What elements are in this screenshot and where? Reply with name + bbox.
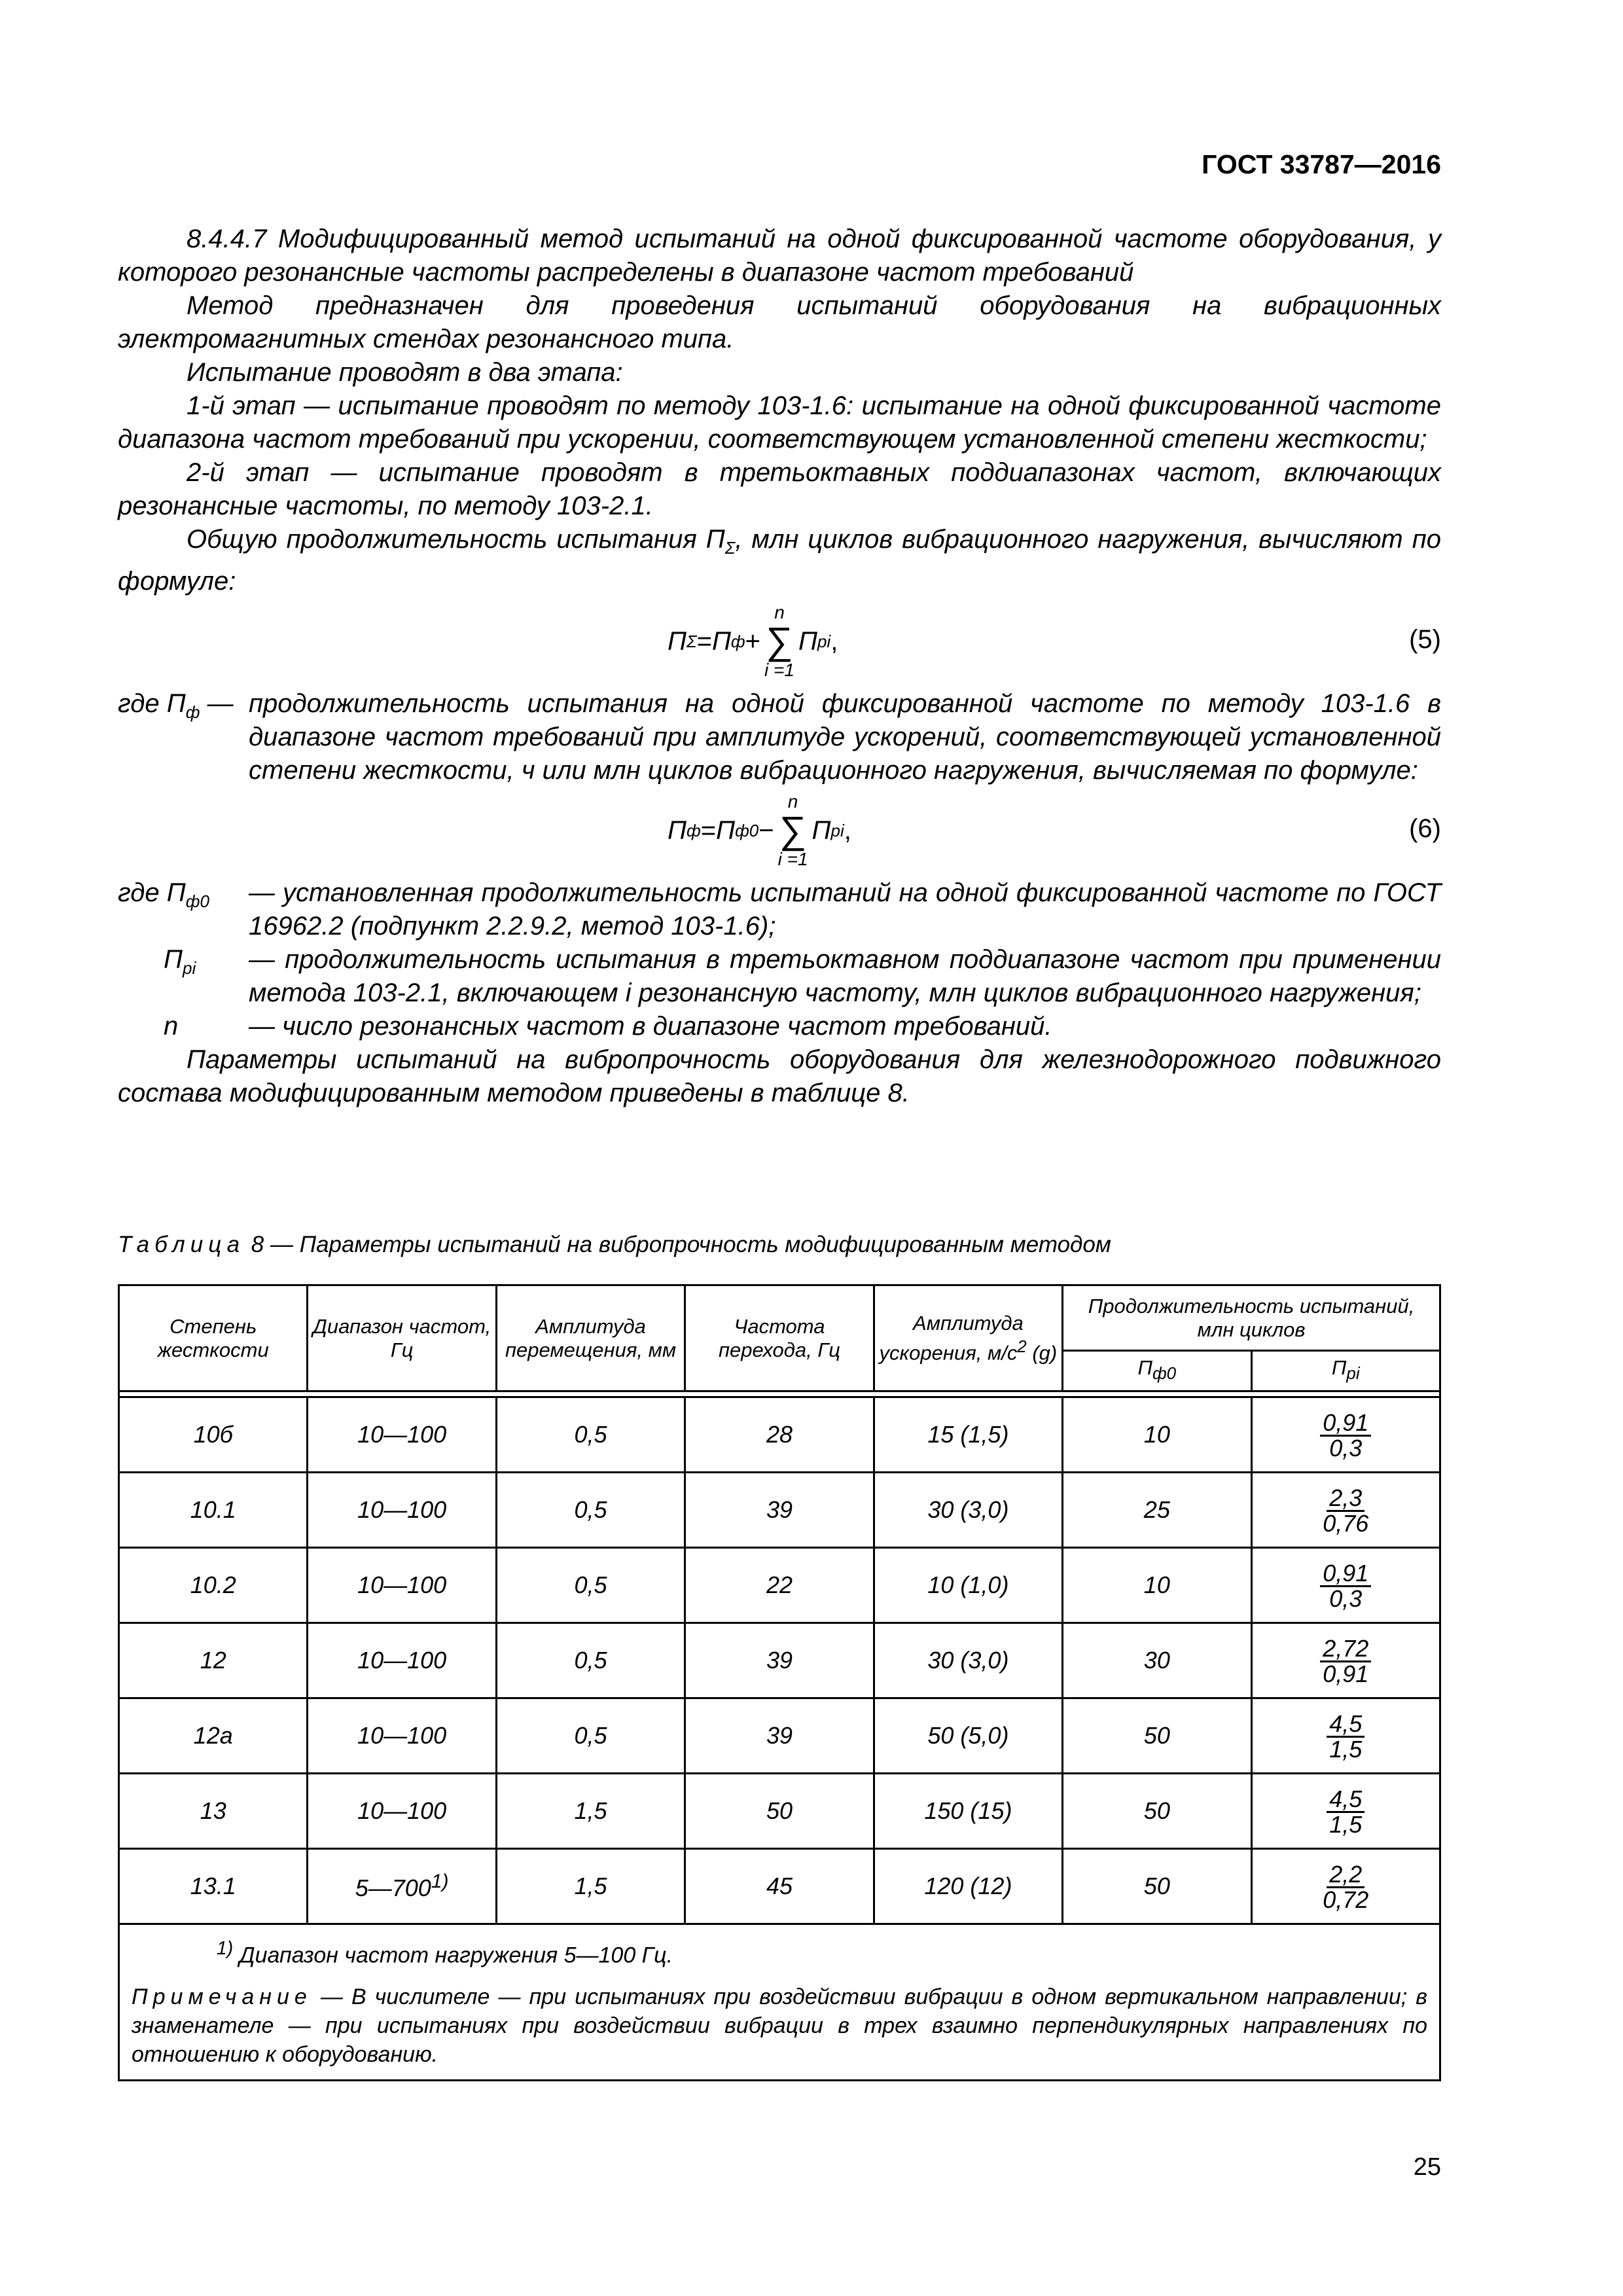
document-code: ГОСТ 33787—2016 <box>1202 149 1441 179</box>
cell-displacement: 1,5 <box>496 1774 685 1849</box>
table-gap-cell <box>119 1391 1440 1397</box>
cell-crossover-frequency: 39 <box>685 1623 874 1698</box>
where-1-dash: — <box>200 689 234 718</box>
cell-frequency-range <box>308 1698 496 1774</box>
cell-frequency-range <box>308 1473 496 1548</box>
cell-p-pi <box>1251 1623 1440 1698</box>
table-footnote <box>132 1934 1427 1969</box>
fraction <box>1320 1411 1371 1460</box>
cell-rigidity: 10.2 <box>119 1548 308 1623</box>
fraction-denominator: 0,3 <box>1329 1435 1363 1462</box>
where-1-term-text: где П <box>118 689 186 718</box>
formula-5-term-2-sub: pi <box>817 631 831 651</box>
cell-frequency-range-text: 10—100 <box>357 1571 447 1598</box>
cell-crossover-frequency: 28 <box>685 1397 874 1473</box>
cell-frequency-range-text: 5—700 <box>355 1874 431 1901</box>
cell-p-f0: 50 <box>1063 1698 1251 1774</box>
cell-crossover-frequency: 39 <box>685 1473 874 1548</box>
cell-acceleration: 10 (1,0) <box>874 1548 1062 1623</box>
header-p-f0 <box>1063 1351 1251 1391</box>
paragraph-stages: Испытание проводят в два этапа: <box>187 358 623 387</box>
paragraph-section-title: 8.4.4.7 Модифицированный метод испытаний на одной фиксированной частоте оборудования, у которого резонансные частоты распределены в диапазоне частот требований <box>118 224 1441 287</box>
cell-p-pi <box>1251 1548 1440 1623</box>
header-duration: Продолжительность испытаний, млн циклов <box>1063 1285 1440 1351</box>
cell-frequency-range <box>308 1397 496 1473</box>
formula-5-sum-upper: n <box>774 602 785 622</box>
formula-6-term-2-sub: pi <box>830 820 844 840</box>
formula-6-number: (6) <box>1409 814 1441 843</box>
cell-acceleration: 150 (15) <box>874 1774 1062 1849</box>
cell-acceleration: 30 (3,0) <box>874 1473 1062 1548</box>
where-block-1 <box>118 687 1441 787</box>
table-row <box>119 1397 1440 1473</box>
table-row <box>119 1623 1440 1698</box>
total-duration-text-a: Общую продолжительность испытания П <box>187 525 725 554</box>
cell-p-f0: 50 <box>1063 1774 1251 1849</box>
cell-rigidity: 10б <box>119 1397 308 1473</box>
fraction <box>1320 1637 1371 1686</box>
where-2-term-ppi <box>118 943 249 1010</box>
formula-6-sum <box>778 792 808 869</box>
fraction-denominator: 0,3 <box>1329 1585 1363 1612</box>
cell-crossover-frequency: 22 <box>685 1548 874 1623</box>
fraction-denominator: 0,91 <box>1323 1660 1369 1687</box>
cell-p-f0: 10 <box>1063 1548 1251 1623</box>
page-number: 25 <box>1413 2153 1441 2181</box>
body-text <box>118 223 1441 1110</box>
cell-crossover-frequency: 39 <box>685 1698 874 1774</box>
where-2-definition-pf0: — установленная продолжительность испытаний на одной фиксированной частоте по ГОСТ 16962.2 (подпункт 2.2.9.2, метод 103-1.6); <box>249 878 1441 941</box>
table-gap-row <box>119 1391 1440 1397</box>
formula-5-lhs-sub: Σ <box>686 631 697 651</box>
header-acceleration-sup: 2 <box>1017 1337 1027 1356</box>
formula-5-operator: + <box>745 626 761 656</box>
cell-frequency-range-text: 10—100 <box>357 1797 447 1824</box>
where-2-definition-ppi: — продолжительность испытания в третьоктавном поддиапазоне частот при применении метода 103-2.1, включающем i резонансную частоту, млн циклов вибрационного нагружения; <box>249 945 1441 1007</box>
footnote-mark: 1) <box>217 1938 234 1959</box>
cell-frequency-range-text: 10—100 <box>357 1496 447 1523</box>
formula-6 <box>118 791 1441 870</box>
formula-6-lhs: П <box>668 816 687 845</box>
cell-frequency-range-text: 10—100 <box>357 1647 447 1674</box>
fraction-numerator: 0,91 <box>1320 1562 1371 1587</box>
note-text: — В числителе — при испытаниях при воздействии вибрации в одном вертикальном направлении; в знаменателе — при испытаниях при воздействии вибрации в трех взаимно перпендикулярных направлениях по отношению к оборудованию. <box>132 1984 1427 2068</box>
cell-rigidity: 13 <box>119 1774 308 1849</box>
where-2-term-ppi-text: П <box>164 945 183 974</box>
cell-displacement: 0,5 <box>496 1698 685 1774</box>
header-frequency-range: Диапазон частот, Гц <box>308 1285 496 1391</box>
fraction-denominator: 0,72 <box>1323 1886 1369 1913</box>
cell-frequency-range <box>308 1623 496 1698</box>
fraction-denominator: 1,5 <box>1329 1736 1363 1763</box>
where-1-definition: продолжительность испытания на одной фиксированной частоте по методу 103-1.6 в диапазоне частот требований при амплитуде ускорений, соответствующей установленной степени жесткости, ч или млн циклов вибрационного нагружения, вычисляемая по формуле: <box>249 689 1441 785</box>
paragraph-purpose: Метод предназначен для проведения испытаний оборудования на вибрационных электромагнитных стендах резонансного типа. <box>118 291 1441 353</box>
formula-6-sum-lower: i =1 <box>777 849 808 869</box>
cell-p-pi <box>1251 1473 1440 1548</box>
header-acceleration-unit: (g) <box>1026 1341 1058 1365</box>
cell-displacement: 1,5 <box>496 1849 685 1924</box>
formula-5-equals: = <box>696 626 712 656</box>
where-2-term-pf0 <box>118 876 249 943</box>
header-displacement: Амплитуда перемещения, мм <box>496 1285 685 1391</box>
cell-crossover-frequency: 50 <box>685 1774 874 1849</box>
formula-5-number: (5) <box>1409 625 1441 654</box>
cell-frequency-range <box>308 1548 496 1623</box>
header-p-pi-sub: pi <box>1346 1363 1360 1384</box>
fraction-numerator: 2,72 <box>1320 1637 1371 1662</box>
paragraph-total-duration <box>118 523 1441 598</box>
paragraph-table-reference: Параметры испытаний на вибропрочность оборудования для железнодорожного подвижного состава модифицированным методом приведены в таблице 8. <box>118 1045 1441 1107</box>
cell-rigidity: 13.1 <box>119 1849 308 1924</box>
formula-5-term-2: П <box>798 626 817 656</box>
table-caption-word: Таблица <box>118 1232 245 1257</box>
formula-6-term-2: П <box>812 816 831 845</box>
cell-frequency-range-text: 10—100 <box>357 1421 447 1448</box>
cell-acceleration: 50 (5,0) <box>874 1698 1062 1774</box>
formula-6-equals: = <box>700 816 717 845</box>
fraction <box>1320 1863 1371 1912</box>
cell-frequency-range <box>308 1849 496 1924</box>
table-caption-text: 8 — Параметры испытаний на вибропрочность модифицированным методом <box>245 1232 1111 1257</box>
sigma-icon: ∑ <box>766 620 793 662</box>
parameters-table <box>118 1284 1441 2081</box>
where-2-term-n-text: n <box>164 1012 179 1041</box>
header-acceleration <box>874 1285 1062 1391</box>
cell-p-f0: 25 <box>1063 1473 1251 1548</box>
fraction <box>1320 1486 1371 1535</box>
where-2-definition-n: — число резонансных частот в диапазоне частот требований. <box>249 1012 1052 1041</box>
fraction <box>1327 1712 1364 1761</box>
header-crossover-frequency: Частота перехода, Гц <box>685 1285 874 1391</box>
cell-p-f0: 30 <box>1063 1623 1251 1698</box>
paragraph-stage-2: 2-й этап — испытание проводят в третьоктавных поддиапазонах частот, включающих резонансные частоты, по методу 103-2.1. <box>118 458 1441 520</box>
formula-6-expression <box>668 791 851 870</box>
table-row <box>119 1698 1440 1774</box>
paragraph-stage-1: 1-й этап — испытание проводят по методу 103-1.6: испытание на одной фиксированной частоте диапазона частот требований при ускорении, соответствующем установленной степени жесткости; <box>118 391 1441 454</box>
table-body <box>119 1391 1440 1924</box>
cell-acceleration: 15 (1,5) <box>874 1397 1062 1473</box>
where-2-term-pf0-text: где П <box>118 878 186 907</box>
header-acceleration-text: Амплитуда ускорения, м/с <box>879 1311 1024 1365</box>
header-p-pi-text: П <box>1331 1356 1347 1380</box>
total-duration-sub: Σ <box>724 538 736 558</box>
fraction <box>1327 1787 1364 1837</box>
header-p-pi <box>1251 1351 1440 1391</box>
table-note <box>132 1982 1427 2069</box>
formula-5-sum-lower: i =1 <box>764 660 794 680</box>
formula-5-term-1: П <box>711 626 731 656</box>
fraction-numerator: 0,91 <box>1320 1411 1371 1437</box>
cell-p-pi <box>1251 1397 1440 1473</box>
formula-5-sum <box>764 603 794 680</box>
fraction <box>1320 1562 1371 1611</box>
cell-displacement: 0,5 <box>496 1623 685 1698</box>
fraction-denominator: 0,76 <box>1323 1510 1369 1537</box>
cell-displacement: 0,5 <box>496 1548 685 1623</box>
cell-crossover-frequency: 45 <box>685 1849 874 1924</box>
fraction-numerator: 2,3 <box>1327 1486 1364 1512</box>
fraction-numerator: 4,5 <box>1327 1787 1364 1813</box>
fraction-numerator: 2,2 <box>1327 1863 1364 1888</box>
cell-frequency-range <box>308 1774 496 1849</box>
formula-5-comma: , <box>830 626 838 656</box>
table-row <box>119 1774 1440 1849</box>
cell-p-pi <box>1251 1698 1440 1774</box>
cell-p-pi <box>1251 1774 1440 1849</box>
cell-displacement: 0,5 <box>496 1397 685 1473</box>
formula-6-lhs-sub: ф <box>686 820 701 840</box>
total-duration-text-b: , млн циклов вибрационного нагружения, вычисляют по формуле: <box>118 525 1441 596</box>
cell-rigidity: 10.1 <box>119 1473 308 1548</box>
header-p-f0-sub: ф0 <box>1152 1363 1177 1384</box>
where-2-term-pf0-sub: ф0 <box>185 891 209 911</box>
table-caption <box>118 1232 1441 1258</box>
where-1-term-sub: ф <box>185 702 200 722</box>
header-rigidity: Степень жесткости <box>119 1285 308 1391</box>
cell-p-pi <box>1251 1849 1440 1924</box>
cell-displacement: 0,5 <box>496 1473 685 1548</box>
fraction-numerator: 4,5 <box>1327 1712 1364 1738</box>
formula-6-sum-upper: n <box>787 791 798 812</box>
formula-5-expression <box>668 602 838 681</box>
cell-frequency-footnote-mark: 1) <box>431 1871 449 1892</box>
formula-5 <box>118 602 1441 681</box>
cell-acceleration: 30 (3,0) <box>874 1623 1062 1698</box>
formula-5-lhs: П <box>668 626 687 656</box>
formula-6-term-1: П <box>716 816 736 845</box>
table-footer <box>119 1924 1440 2081</box>
sigma-icon: ∑ <box>779 809 807 852</box>
where-2-term-n <box>118 1010 249 1043</box>
cell-rigidity: 12 <box>119 1623 308 1698</box>
where-1-term <box>118 687 249 787</box>
fraction-denominator: 1,5 <box>1329 1811 1363 1838</box>
formula-6-term-1-sub: ф0 <box>735 820 759 840</box>
table-row <box>119 1548 1440 1623</box>
header-p-f0-text: П <box>1137 1356 1152 1380</box>
note-label: Примечание <box>132 1984 312 2010</box>
formula-6-operator: − <box>758 816 774 845</box>
cell-p-f0: 50 <box>1063 1849 1251 1924</box>
cell-p-f0: 10 <box>1063 1397 1251 1473</box>
where-block-2 <box>118 876 1441 1043</box>
table-row <box>119 1473 1440 1548</box>
table-row <box>119 1849 1440 1924</box>
formula-5-term-1-sub: ф <box>730 631 745 651</box>
cell-frequency-range-text: 10—100 <box>357 1722 447 1749</box>
formula-6-comma: , <box>844 816 851 845</box>
cell-rigidity: 12а <box>119 1698 308 1774</box>
where-2-term-ppi-sub: pi <box>182 958 196 978</box>
cell-acceleration: 120 (12) <box>874 1849 1062 1924</box>
footnote-text: Диапазон частот нагружения 5—100 Гц. <box>233 1943 673 1968</box>
